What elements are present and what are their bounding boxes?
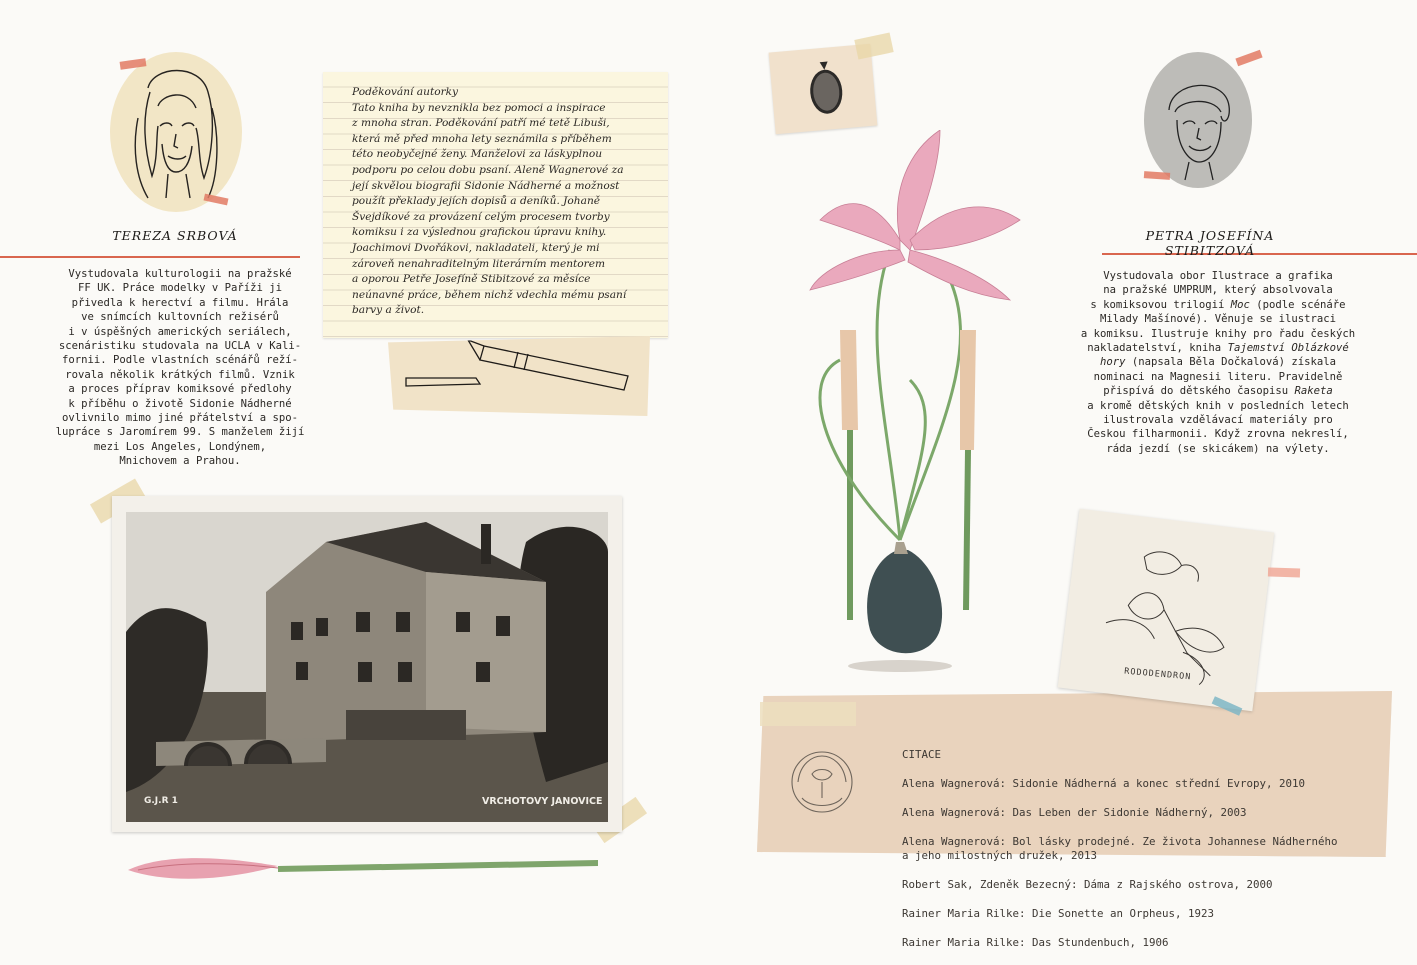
photo-caption-right: VRCHOTOVY JANOVICE xyxy=(482,796,603,807)
tape xyxy=(854,32,893,59)
citation-entry: Alena Wagnerová: Das Leben der Sidonie Nádherný, 2003 xyxy=(902,805,1247,819)
author-name-petra: PETRA JOSEFÍNA STIBITZOVÁ xyxy=(1145,228,1275,258)
citation-entry: Rainer Maria Rilke: Die Sonette an Orpheus, 1923 xyxy=(902,907,1215,920)
citation-heading: CITACE xyxy=(902,747,942,761)
rhododendron-label: RODODENDRON xyxy=(1123,666,1192,683)
citation-list xyxy=(902,733,1338,965)
citation-entry: Alena Wagnerová: Bol lásky prodejné. Ze života Johannese Nádherného a jeho milostných družek, 2013 xyxy=(902,834,1338,862)
author-name-tereza: TEREZA SRBOVÁ xyxy=(112,228,238,243)
pen-sketch-card xyxy=(388,336,650,416)
portrait-tereza xyxy=(108,48,244,214)
author-bio-tereza: Vystudovala kulturologii na pražské FF UK. Práce modelky v Paříži ji přivedla k herectví a filmu. Hrála ve snímcích kultovních režisérů i v úspěšných amerických seriálech, scenáristiku studovala na UCLA v Kali- fornii. Podle vlastních scénářů reží- rovala několik krátkých filmů. Vznik a proces příprav komiksové předlohy k příběhu o životě Sidonie Nádherné ovlivnilo mimo jiné přátelství a spo- lupráce s Jaromírem 99. S manželem žijí mezi Los Angeles, Londýnem, Mnichovem a Prahou. xyxy=(55,268,305,468)
tape-red xyxy=(1268,567,1300,577)
castle-photo xyxy=(126,512,608,822)
lily-illustration xyxy=(800,130,1040,680)
citation-entry: Robert Sak, Zdeněk Bezecný: Dáma z Rajského ostrova, 2000 xyxy=(902,878,1273,891)
citation-entry: Alena Wagnerová: Sidonie Nádherná a konec střední Evropy, 2010 xyxy=(902,776,1306,790)
left-divider xyxy=(0,256,300,258)
rhododendron-card xyxy=(1058,509,1274,712)
photo-caption-left: G.J.R 1 xyxy=(144,796,178,806)
citation-entry: Rainer Maria Rilke: Das Stundenbuch, 1906 xyxy=(902,936,1169,949)
acknowledgement-text: Poděkování autorky Tato kniha by nevznikla bez pomoci a inspirace z mnoha stran. Poděkování patří mé tetě Libuši, která mě před mnoha lety seznámila s příběhem této neobyčejné ženy. Manželovi za láskyplnou podporu po celou dobu psaní. Aleně Wagnerové za její skvělou biografii Sidonie Nádherné a možnost použít překlady jejích dopisů a deníků. Johaně Švejdíkové za provázení celým procesem tvorby komiksu i za výslednou grafickou úpravu knihy. Joachimovi Dvořákovi, nakladateli, který je mi zároveň nenahraditelným literárním mentorem a oporou Petře Josefíně Stibitzové za měsíce neúnavné práce, během nichž vdechla mému psaní barvy a život. xyxy=(352,86,627,317)
tape xyxy=(760,702,856,726)
wreath-stamp xyxy=(782,742,862,822)
flower-bud-illustration xyxy=(128,850,604,886)
author-bio-petra: Vystudovala obor Ilustrace a grafika na pražské UMPRUM, který absolvovala s komiksovou trilogií Moc (podle scénáře Milady Mašínové). Věnuje se ilustraci a komiksu. Ilustruje knihy pro řadu českých nakladatelství, kniha Tajemství Oblázkové hory (napsala Běla Dočkalová) získala nominaci na Magnesii literu. Pravidelně přispívá do dětského časopisu Raketa a kromě dětských knih v posledních letech ilustrovala vzdělávací materiály pro Českou filharmonii. Když zrovna nekreslí, ráda jezdí (se skicákem) na výlety. xyxy=(1080,270,1356,455)
portrait-petra xyxy=(1143,50,1253,190)
